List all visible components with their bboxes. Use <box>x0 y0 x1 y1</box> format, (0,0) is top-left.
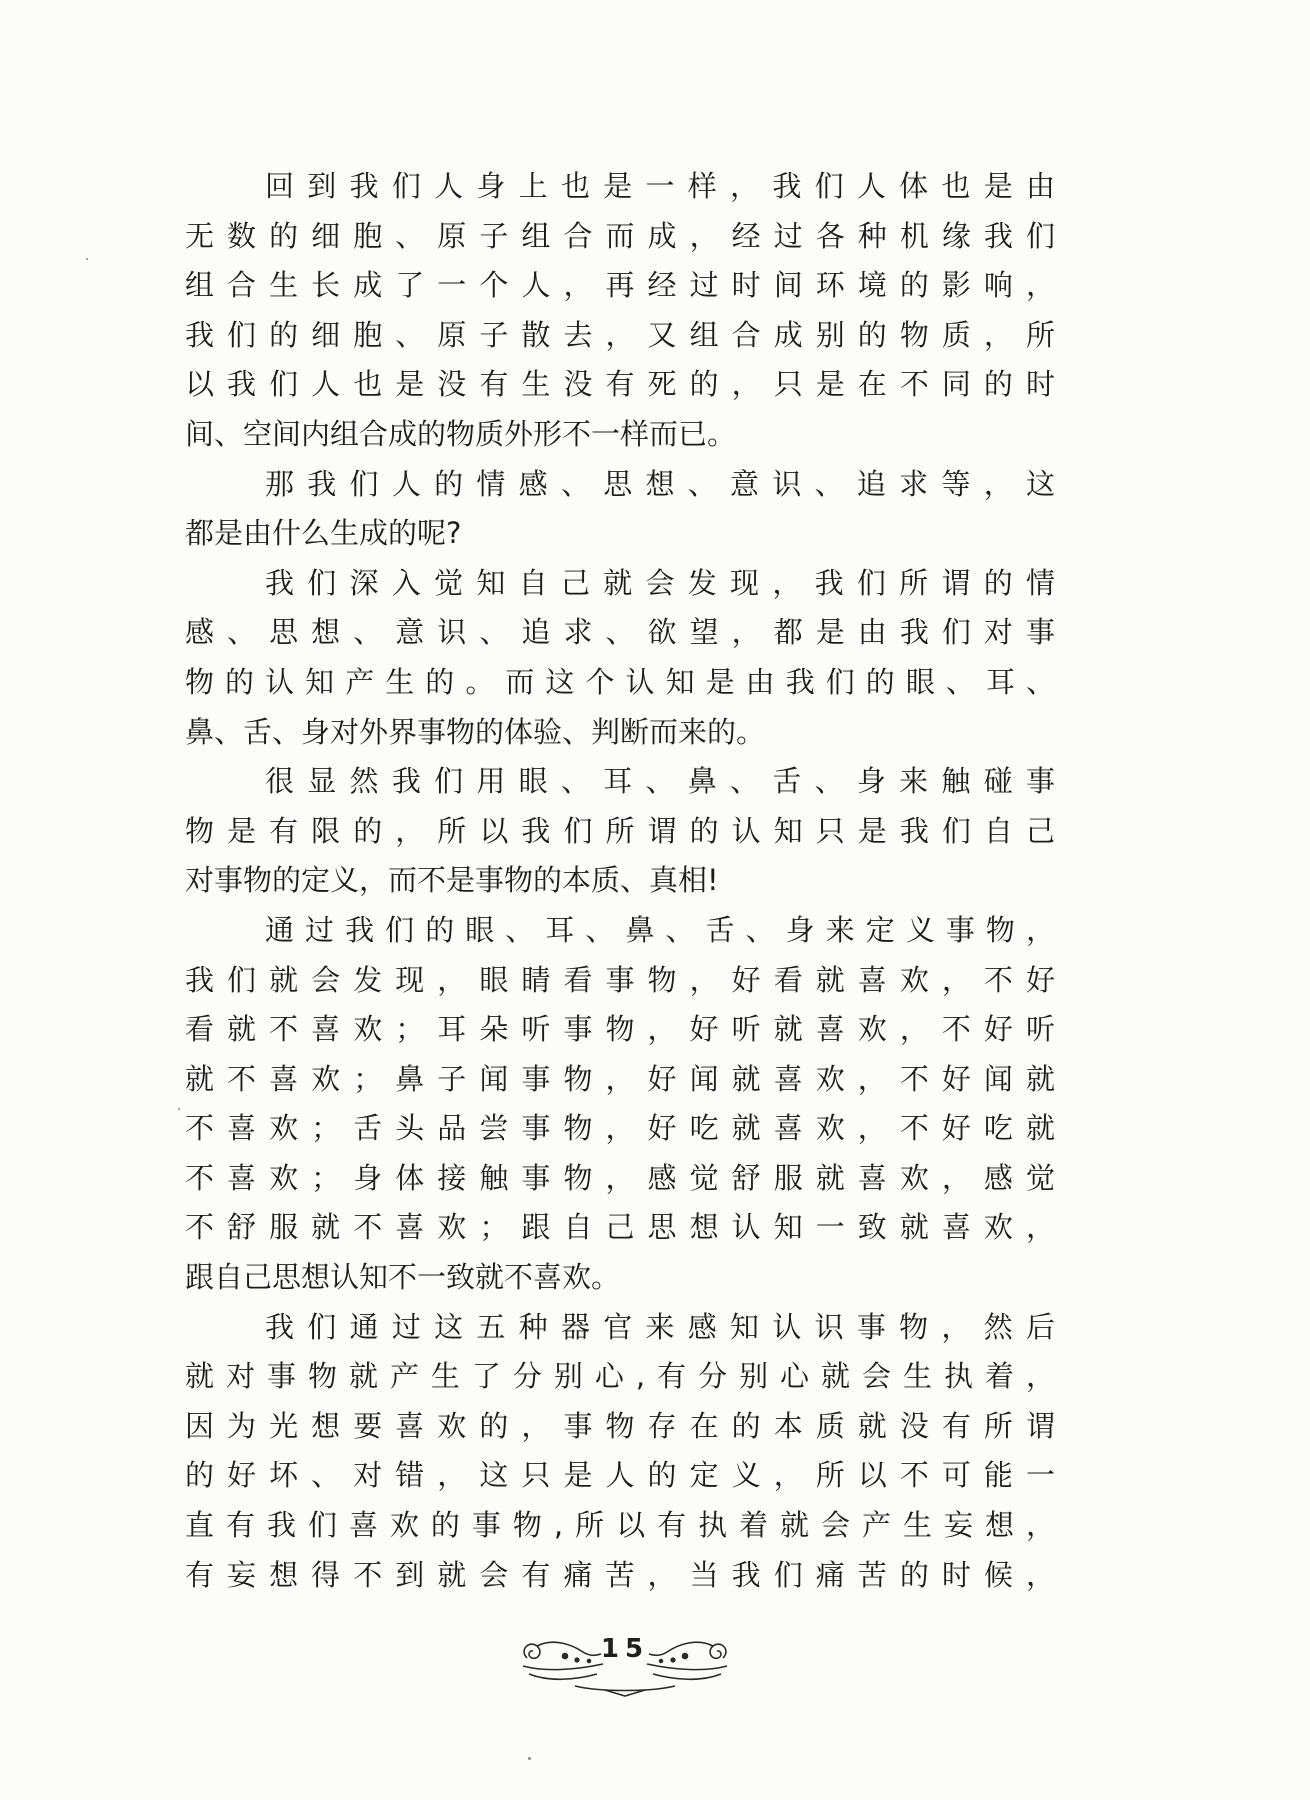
scan-speck <box>86 258 88 260</box>
scan-speck <box>528 1757 531 1760</box>
text-line: 回到我们人身上也是一样，我们人体也是由 <box>265 169 1055 203</box>
text-line: 有妄想得不到就会有痛苦，当我们痛苦的时候， <box>185 1557 1055 1592</box>
text-line: 我们通过这五种器官来感知认识事物，然后 <box>265 1309 1055 1344</box>
page-footer <box>505 1630 745 1700</box>
text-line: 通过我们的眼、耳、鼻、舌、身来定义事物， <box>265 912 1055 947</box>
page-number: 15 <box>600 1634 650 1664</box>
text-line: 的好坏、对错，这只是人的定义，所以不可能一 <box>185 1458 1055 1493</box>
text-line: 对事物的定义，而不是事物的本质、真相! <box>185 863 719 898</box>
paragraph <box>185 757 1055 906</box>
text-line: 无数的细胞、原子组合而成，经过各种机缘我们 <box>185 218 1055 253</box>
text-line: 很显然我们用眼、耳、鼻、舌、身来触碰事 <box>265 764 1055 799</box>
text-line: 我们就会发现，眼睛看事物，好看就喜欢，不好 <box>185 962 1055 997</box>
text-line: 物是有限的，所以我们所谓的认知只是我们自己 <box>185 813 1055 848</box>
text-line: 那我们人的情感、思想、意识、追求等，这 <box>265 466 1055 501</box>
text-line: 就不喜欢；鼻子闻事物，好闻就喜欢，不好闻就 <box>185 1061 1055 1096</box>
paragraph <box>185 460 1055 559</box>
body-text <box>185 162 1055 1600</box>
text-line: 因为光想要喜欢的，事物存在的本质就没有所谓 <box>185 1408 1055 1443</box>
text-line: 都是由什么生成的呢? <box>185 516 462 551</box>
paragraph <box>185 162 1055 460</box>
text-line: 我们的细胞、原子散去，又组合成别的物质，所 <box>185 317 1055 352</box>
text-line: 不喜欢；舌头品尝事物，好吃就喜欢，不好吃就 <box>185 1111 1055 1146</box>
text-line: 不喜欢；身体接触事物，感觉舒服就喜欢，感觉 <box>185 1160 1055 1195</box>
paragraph <box>185 1303 1055 1601</box>
paragraph <box>185 906 1055 1303</box>
text-line: 组合生长成了一个人，再经过时间环境的影响， <box>185 268 1055 303</box>
text-line: 不舒服就不喜欢；跟自己思想认知一致就喜欢， <box>185 1210 1055 1245</box>
paragraph <box>185 559 1055 757</box>
text-line: 直有我们喜欢的事物,所以有执着就会产生妄想， <box>185 1508 1055 1543</box>
text-line: 我们深入觉知自己就会发现，我们所谓的情 <box>265 565 1055 600</box>
text-line: 感、思想、意识、追求、欲望，都是由我们对事 <box>185 615 1055 650</box>
text-line: 就对事物就产生了分别心,有分别心就会生执着， <box>185 1359 1055 1394</box>
scan-speck <box>178 1108 180 1110</box>
text-line: 鼻、舌、身对外界事物的体验、判断而来的。 <box>185 714 766 749</box>
text-line: 看就不喜欢；耳朵听事物，好听就喜欢，不好听 <box>185 1012 1055 1047</box>
text-line: 物的认知产生的。而这个认知是由我们的眼、耳、 <box>185 664 1055 699</box>
text-line: 以我们人也是没有生没有死的，只是在不同的时 <box>185 367 1055 402</box>
text-line: 跟自己思想认知不一致就不喜欢。 <box>185 1260 621 1295</box>
text-line: 间、空间内组合成的物质外形不一样而已。 <box>185 416 737 451</box>
